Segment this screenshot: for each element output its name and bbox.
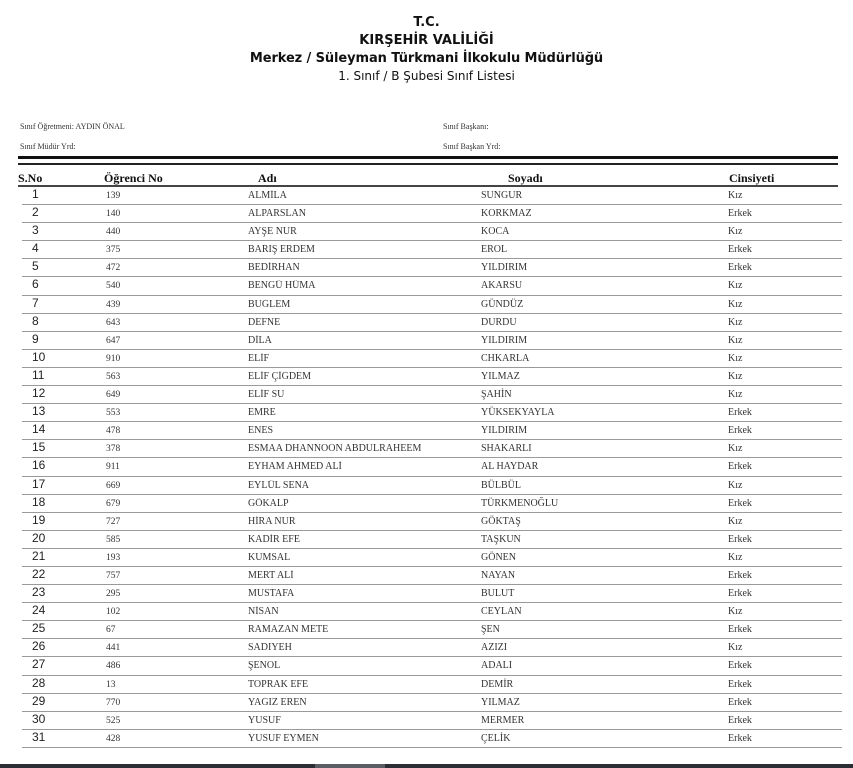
row-student-no: 525 [106,715,121,726]
row-student-no: 757 [106,570,121,581]
horizontal-scrollbar[interactable] [0,764,853,768]
row-student-no: 486 [106,661,121,672]
row-student-no: 375 [106,245,121,256]
row-gender: Kız [728,334,743,346]
row-sno: 29 [32,693,46,708]
row-student-no: 441 [106,643,121,654]
table-row [22,368,842,386]
row-surname: CEYLAN [481,606,522,618]
column-header-name: Adı [258,171,277,185]
table-row [22,404,842,422]
row-name: BENGÜ HÜMA [248,280,316,292]
row-gender: Kız [728,389,743,401]
row-student-no: 193 [106,552,121,563]
table-row [22,205,842,223]
column-header-student-no: Öğrenci No [104,171,163,185]
class-president: Sınıf Başkanı: [443,122,489,131]
row-gender: Erkek [728,425,752,437]
row-sno: 17 [32,476,46,491]
row-sno: 4 [32,241,39,256]
row-gender: Erkek [728,262,752,274]
row-gender: Erkek [728,208,752,220]
table-row [22,241,842,259]
row-name: ENES [248,425,273,437]
table-row [22,332,842,350]
row-gender: Erkek [728,624,752,636]
table-row [22,259,842,277]
row-gender: Erkek [728,569,752,581]
row-name: KADİR EFE [248,533,300,545]
row-gender: Kız [728,298,743,310]
row-sno: 11 [32,367,45,382]
table-row [22,350,842,368]
header-school: Merkez / Süleyman Türkmani İlkokulu Müdürlüğü [249,51,604,66]
row-surname: YILDIRIM [481,334,528,346]
class-vice-president: Sınıf Başkan Yrd: [443,142,501,151]
row-surname: MERMER [481,714,525,726]
table-row [22,440,842,458]
row-name: ŞENOL [248,660,281,672]
row-sno: 27 [32,657,46,672]
table-row [22,730,842,748]
row-name: BUĞLEM [248,298,291,310]
table-row [22,621,842,639]
column-header-gender: Cinsiyeti [729,171,775,185]
row-name: EMRE [248,407,276,419]
row-surname: KOCA [481,226,510,238]
row-name: BEDİRHAN [248,262,300,274]
column-header-sno: S.No [18,171,43,185]
row-name: ALPARSLAN [248,208,306,220]
table-row [22,639,842,657]
table-row [22,422,842,440]
row-name: ALMİLA [248,190,287,201]
table-row [22,657,842,675]
table-row [22,386,842,404]
table-row [22,531,842,549]
row-gender: Kız [728,443,743,455]
row-gender: Erkek [728,461,752,473]
row-gender: Kız [728,606,743,618]
row-student-no: 295 [106,589,121,600]
table-row [22,187,842,205]
row-name: DEFNE [248,316,281,328]
row-gender: Kız [728,515,743,527]
row-sno: 1 [32,187,39,201]
row-sno: 24 [32,603,46,618]
row-name: ELİF SU [248,389,285,401]
row-student-no: 643 [106,317,121,328]
row-sno: 8 [32,313,39,328]
row-name: YAĞIZ EREN [248,696,307,708]
row-gender: Erkek [728,660,752,672]
row-sno: 7 [32,295,39,310]
row-gender: Kız [728,551,743,563]
row-sno: 26 [32,639,46,654]
row-surname: TÜRKMENOĞLU [481,497,559,509]
row-student-no: 478 [106,426,121,437]
row-name: EYLÜL SENA [248,479,310,491]
row-sno: 19 [32,512,46,527]
table-row [22,223,842,241]
row-surname: YILDIRIM [481,262,528,274]
row-surname: BÜLBÜL [481,479,521,491]
row-student-no: 770 [106,697,121,708]
column-header-surname: Soyadı [508,171,543,185]
row-gender: Erkek [728,714,752,726]
row-student-no: 140 [106,209,121,220]
table-row [22,296,842,314]
row-sno: 13 [32,404,46,419]
row-name: GÖKALP [248,497,289,509]
row-name: MERT ALİ [248,569,294,581]
row-student-no: 563 [106,371,121,382]
row-student-no: 378 [106,444,121,455]
row-sno: 25 [32,621,46,636]
row-gender: Erkek [728,244,752,256]
row-student-no: 910 [106,353,121,364]
document-header [0,14,853,84]
row-sno: 6 [32,277,39,292]
row-sno: 3 [32,223,39,238]
row-sno: 23 [32,585,46,600]
row-surname: AZIZI [481,642,508,654]
vice-principal: Sınıf Müdür Yrd: [20,142,76,151]
row-surname: ÇELİK [481,732,511,744]
row-gender: Erkek [728,678,752,690]
row-student-no: 649 [106,390,121,401]
row-gender: Kız [728,642,743,654]
divider-thin [18,163,838,165]
row-student-no: 472 [106,263,121,274]
row-gender: Kız [728,190,743,201]
table-row [22,585,842,603]
row-surname: SHAKARLI [481,443,532,455]
row-surname: AKARSU [481,280,523,292]
row-surname: SUNGUR [481,190,523,201]
row-gender: Kız [728,316,743,328]
table-row [22,477,842,495]
row-sno: 16 [32,458,46,473]
row-surname: YÜKSEKYAYLA [481,407,555,419]
row-sno: 18 [32,494,46,509]
row-surname: NAYAN [481,569,516,581]
row-surname: DURDU [481,316,517,328]
row-name: YUSUF [248,714,281,726]
row-student-no: 553 [106,408,121,419]
row-student-no: 911 [106,462,120,473]
row-gender: Kız [728,370,743,382]
table-row [22,314,842,332]
header-governorship: KIRŞEHİR VALİLİĞİ [359,33,494,48]
row-name: ELİF [248,352,270,364]
row-gender: Erkek [728,588,752,600]
header-class-list-title: 1. Sınıf / B Şubesi Sınıf Listesi [338,69,515,83]
row-name: NİSAN [248,606,279,618]
row-sno: 2 [32,205,39,220]
class-teacher: Sınıf Öğretmeni: AYDIN ÖNAL [20,122,125,131]
row-surname: ADALI [481,660,513,672]
row-gender: Erkek [728,732,752,744]
scrollbar-thumb[interactable] [315,764,385,768]
row-surname: KORKMAZ [481,208,532,220]
row-name: TOPRAK EFE [248,678,309,690]
table-row [22,603,842,621]
row-name: YUSUF EYMEN [248,732,319,744]
row-surname: GÖNEN [481,551,516,563]
table-row [22,495,842,513]
row-sno: 5 [32,259,39,274]
table-row [22,694,842,712]
row-sno: 12 [32,386,46,401]
row-gender: Erkek [728,533,752,545]
header-tc: T.C. [413,15,440,30]
row-sno: 15 [32,440,46,455]
divider-thick [18,156,838,159]
row-name: HİRA NUR [248,515,296,527]
row-student-no: 139 [106,191,121,201]
row-student-no: 67 [106,625,116,636]
row-surname: CHKARLA [481,352,530,364]
table-row [22,513,842,531]
row-student-no: 727 [106,516,121,527]
row-gender: Kız [728,226,743,238]
row-name: DİLA [248,334,272,346]
row-name: ESMAA DHANNOON ABDULRAHEEM [248,443,422,455]
row-sno: 31 [32,729,46,744]
row-gender: Erkek [728,696,752,708]
row-sno: 21 [32,548,46,563]
row-student-no: 439 [106,299,121,310]
row-surname: YILMAZ [481,696,520,708]
row-gender: Kız [728,352,743,364]
student-table-body [0,187,853,748]
table-row [22,567,842,585]
row-sno: 30 [32,711,46,726]
row-name: AYŞE NUR [248,226,297,238]
row-student-no: 540 [106,281,121,292]
row-surname: ŞAHİN [481,389,512,401]
row-student-no: 13 [106,679,116,690]
row-student-no: 669 [106,480,121,491]
row-surname: BULUT [481,588,515,600]
row-sno: 28 [32,675,46,690]
row-sno: 14 [32,422,46,437]
row-gender: Erkek [728,407,752,419]
table-row [22,549,842,567]
table-row [22,712,842,730]
row-sno: 22 [32,566,46,581]
row-sno: 9 [32,331,39,346]
row-sno: 10 [32,349,46,364]
row-surname: ŞEN [481,624,500,636]
row-surname: TAŞKUN [481,533,521,545]
row-student-no: 585 [106,534,121,545]
row-student-no: 647 [106,335,121,346]
row-student-no: 428 [106,733,121,744]
row-gender: Kız [728,479,743,491]
row-student-no: 440 [106,227,121,238]
row-name: KUMSAL [248,551,291,563]
row-sno: 20 [32,530,46,545]
row-surname: GÜNDÜZ [481,298,524,310]
row-surname: YILMAZ [481,370,520,382]
row-name: MUSTAFA [248,588,295,600]
row-name: SADIYEH [248,642,292,654]
row-name: BARIŞ ERDEM [248,244,315,256]
row-gender: Kız [728,280,743,292]
table-row [22,277,842,295]
row-name: EYHAM AHMED ALİ [248,461,342,473]
row-gender: Erkek [728,497,752,509]
row-surname: GÖKTAŞ [481,515,521,527]
table-row [22,676,842,694]
row-surname: YILDIRIM [481,425,528,437]
row-student-no: 102 [106,607,121,618]
row-surname: EROL [481,244,508,256]
row-name: RAMAZAN METE [248,624,329,636]
row-surname: DEMİR [481,678,514,690]
row-student-no: 679 [106,498,121,509]
row-surname: AL HAYDAR [481,461,539,473]
table-row [22,458,842,476]
row-name: ELİF ÇİĞDEM [248,370,312,382]
